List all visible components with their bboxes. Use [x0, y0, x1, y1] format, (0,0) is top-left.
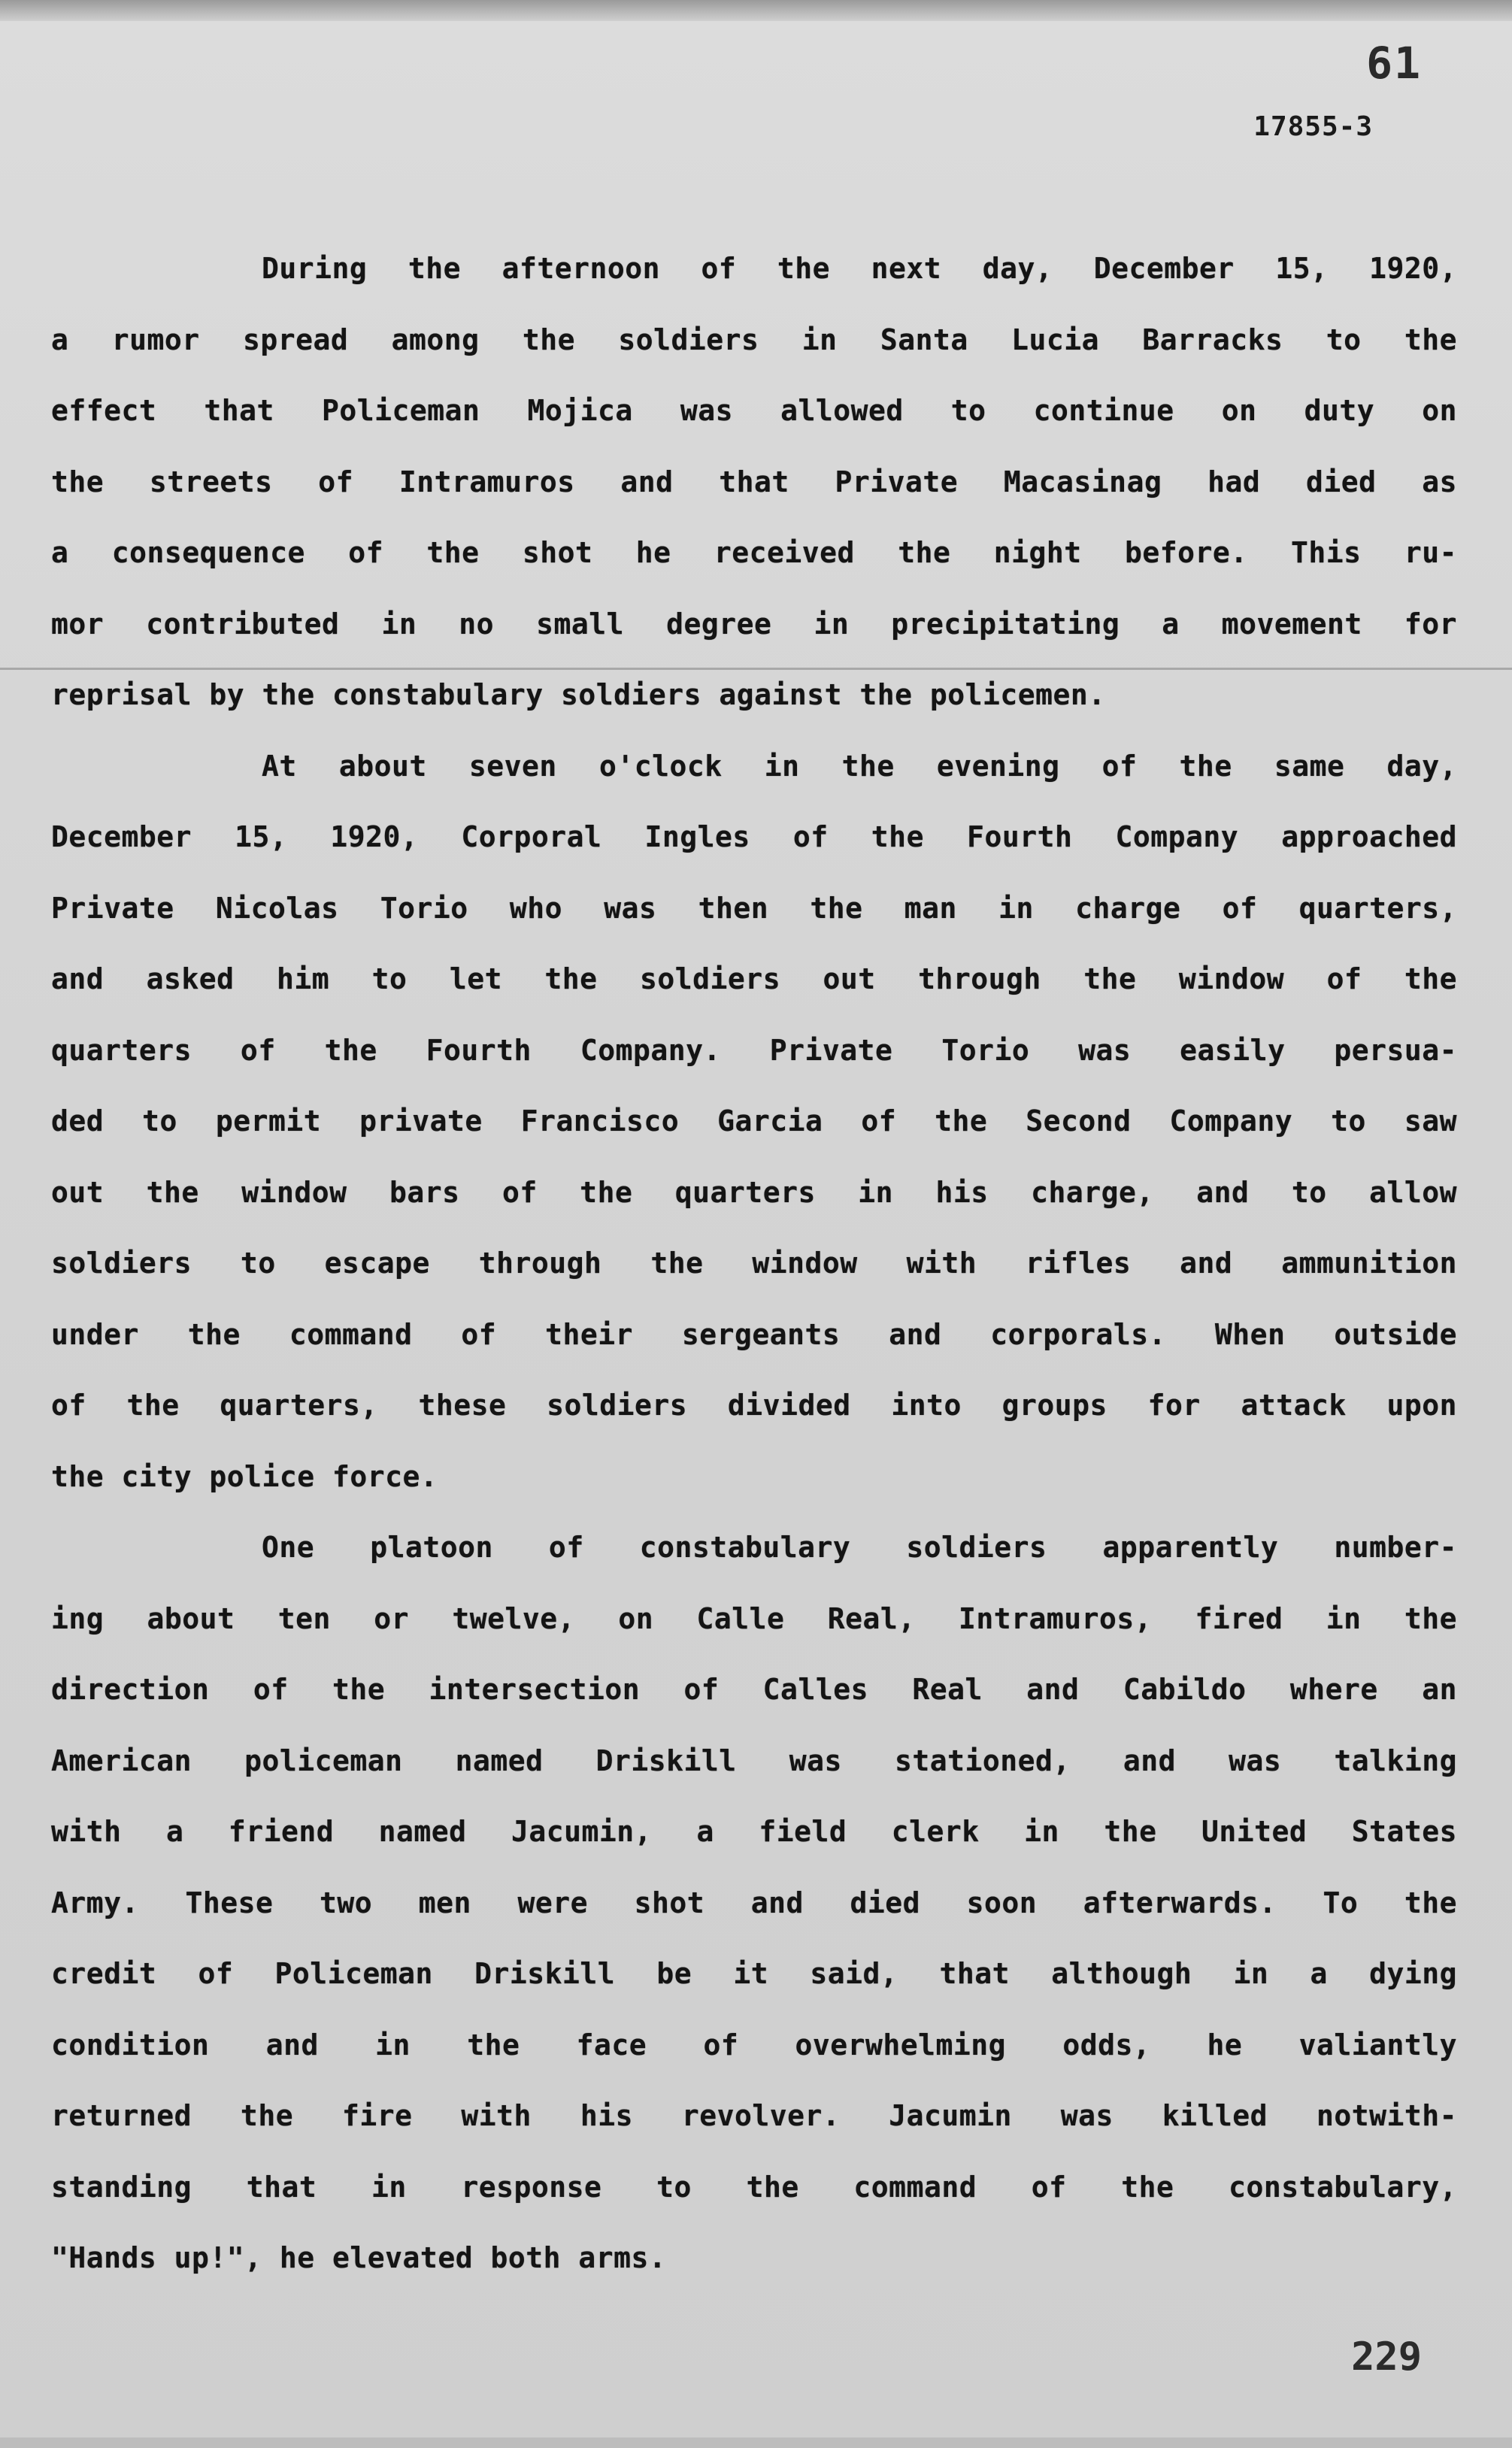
bottom-scan-edge: [0, 2437, 1512, 2448]
text-line: mor contributed in no small degree in precipitating a movement for: [51, 607, 1457, 641]
text-line: direction of the intersection of Calles Real and Cabildo where an: [51, 1673, 1457, 1706]
text-line: Private Nicolas Torio who was then the man in charge of quarters,: [51, 891, 1457, 925]
paragraph: [51, 233, 1457, 731]
text-line: condition and in the face of overwhelming odds, he valiantly: [51, 2028, 1457, 2062]
paragraph: [51, 1512, 1457, 2294]
text-line: a consequence of the shot he received the night before. This ru-: [51, 536, 1457, 569]
text-line: returned the fire with his revolver. Jacumin was killed notwith-: [51, 2099, 1457, 2132]
text-line: and asked him to let the soldiers out through the window of the: [51, 962, 1457, 995]
text-line: with a friend named Jacumin, a field clerk in the United States: [51, 1815, 1457, 1848]
text-line: ing about ten or twelve, on Calle Real, Intramuros, fired in the: [51, 1601, 1457, 1635]
text-line: ded to permit private Francisco Garcia of the Second Company to saw: [51, 1104, 1457, 1138]
text-line: soldiers to escape through the window with rifles and ammunition: [51, 1247, 1457, 1280]
text-line: effect that Policeman Mojica was allowed to continue on duty on: [51, 394, 1457, 427]
text-line: standing that in response to the command of the constabulary,: [51, 2170, 1457, 2204]
top-scan-edge: [0, 0, 1512, 21]
text-line: During the afternoon of the next day, December 15, 1920,: [262, 252, 1457, 285]
text-line: credit of Policeman Driskill be it said, that although in a dying: [51, 1957, 1457, 1990]
paragraph: [51, 731, 1457, 1513]
text-line: quarters of the Fourth Company. Private Torio was easily persua-: [51, 1033, 1457, 1067]
text-line: At about seven o'clock in the evening of the same day,: [262, 749, 1457, 783]
text-line: December 15, 1920, Corporal Ingles of the Fourth Company approached: [51, 820, 1457, 853]
text-line: Army. These two men were shot and died soon afterwards. To the: [51, 1886, 1457, 1919]
text-line: "Hands up!", he elevated both arms.: [51, 2241, 667, 2274]
text-line: a rumor spread among the soldiers in Santa Lucia Barracks to the: [51, 323, 1457, 356]
document-number: 17855-3: [1253, 111, 1373, 142]
folio-number: 229: [1351, 2334, 1422, 2380]
text-line: One platoon of constabulary soldiers apparently number-: [262, 1531, 1457, 1564]
text-line: under the command of their sergeants and corporals. When outside: [51, 1317, 1457, 1351]
text-line: the streets of Intramuros and that Private Macasinag had died as: [51, 465, 1457, 498]
page-mark: 61: [1366, 38, 1422, 89]
text-line: out the window bars of the quarters in his charge, and to allow: [51, 1175, 1457, 1209]
body-text: [51, 233, 1457, 2294]
text-line: the city police force.: [51, 1459, 438, 1493]
text-line: American policeman named Driskill was stationed, and was talking: [51, 1744, 1457, 1777]
text-line: reprisal by the constabulary soldiers against the policemen.: [51, 678, 1106, 711]
text-line: of the quarters, these soldiers divided into groups for attack upon: [51, 1389, 1457, 1422]
